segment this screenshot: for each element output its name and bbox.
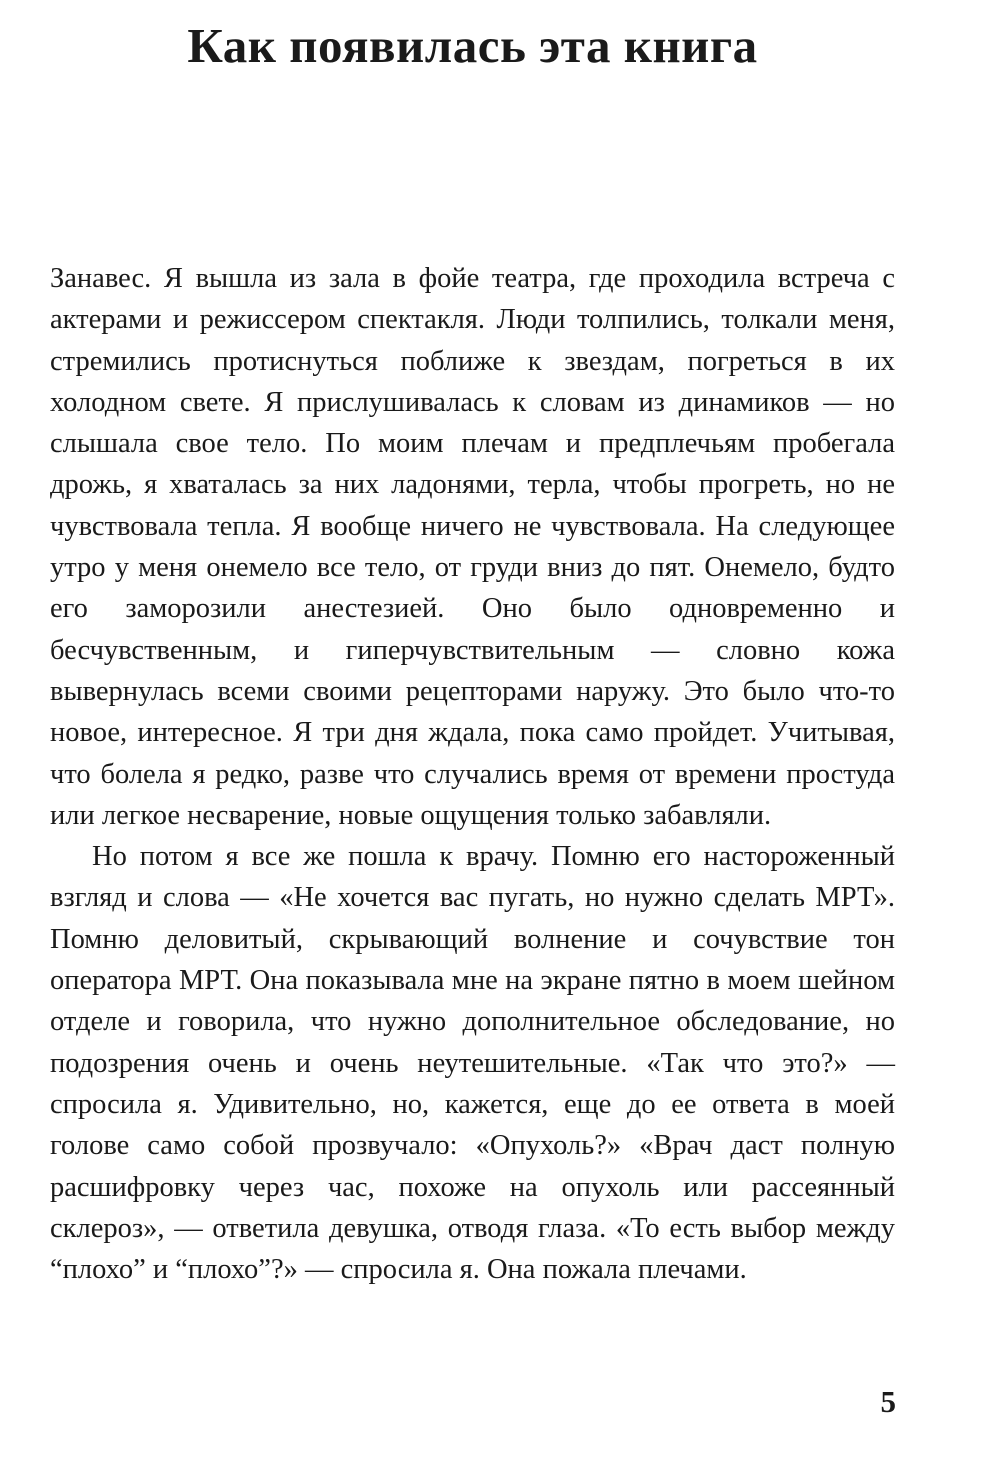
paragraph-2: Но потом я все же пошла к врачу. Помню его настороженный взгляд и слова — «Не хочется вас пугать, но нужно сделать МРТ». Помню деловитый, скрывающий волнение и сочувствие тон оператора МРТ. Она показывала мне на экране пятно в моем шейном отделе и говорила, что нужно дополнительное обследование, но подозрения очень и очень неутешительные. «Так что это?» — спросила я. Удивительно, но, кажется, еще до ее ответа в моей голове само собой прозвучало: «Опухоль?» «Врач даст полную расшифровку через час, похоже на опухоль или рассеянный склероз», — ответила девушка, отводя глаза. «То есть выбор между “плохо” и “плохо”?» — спросила я. Она пожала плечами. <box>50 841 895 1286</box>
body-text <box>50 258 895 1290</box>
page-number: 5 <box>880 1384 896 1419</box>
chapter-title: Как появилась эта книга <box>187 18 758 73</box>
paragraph-1: Занавес. Я вышла из зала в фойе театра, где проходила встреча с актерами и режиссером спектакля. Люди толпились, толкали меня, стремились протиснуться поближе к звездам, погреться в их холодном свете. Я прислушивалась к словам из динамиков — но слышала свое тело. По моим плечам и предплечьям пробегала дрожь, я хваталась за них ладонями, терла, чтобы прогреть, но не чувствовала тепла. Я вообще ничего не чувствовала. На следующее утро у меня онемело все тело, от груди вниз до пят. Онемело, будто его заморозили анестезией. Оно было одновременно и бесчувственным, и гиперчувствительным — словно кожа вывернулась всеми своими рецепторами наружу. Это было что-то новое, интересное. Я три дня ждала, пока само пройдет. Учитывая, что болела я редко, разве что случались время от времени простуда или легкое несварение, новые ощущения только забавляли. <box>50 263 895 831</box>
